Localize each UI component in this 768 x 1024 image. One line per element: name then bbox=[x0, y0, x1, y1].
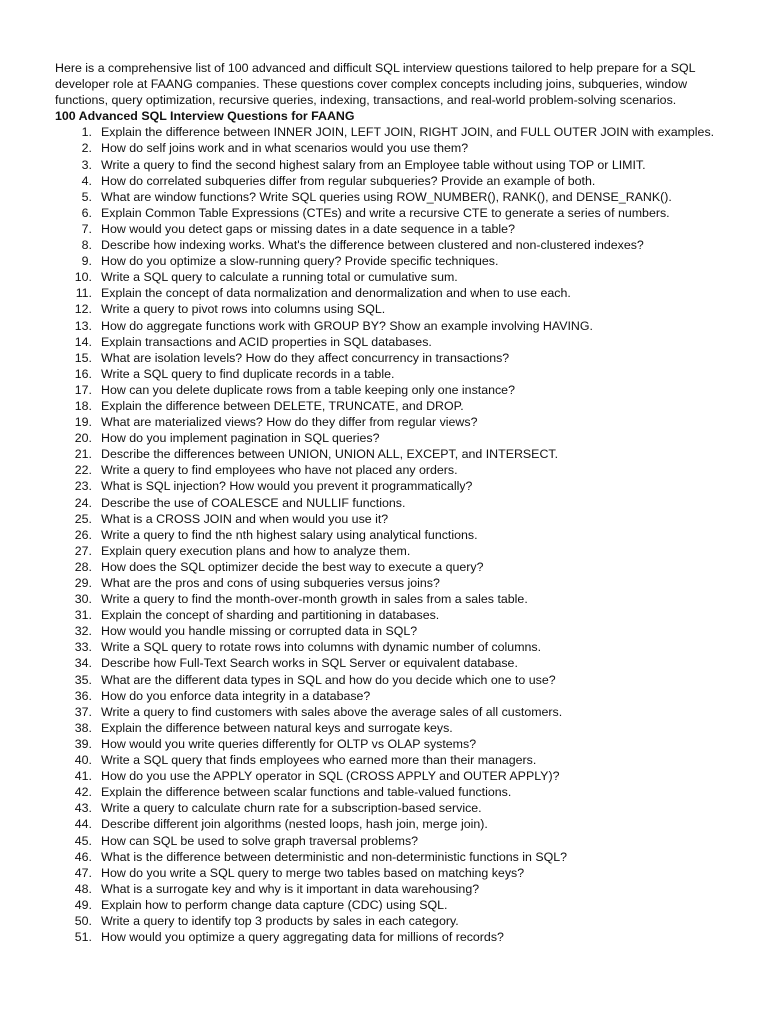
question-item bbox=[55, 382, 715, 398]
question-item bbox=[55, 929, 715, 945]
question-item bbox=[55, 768, 715, 784]
question-text: What is SQL injection? How would you prevent it programmatically? bbox=[101, 479, 473, 494]
question-item bbox=[55, 607, 715, 623]
question-text: What are isolation levels? How do they affect concurrency in transactions? bbox=[101, 350, 510, 365]
question-item bbox=[55, 350, 715, 366]
question-item bbox=[55, 173, 715, 189]
question-number: 12. bbox=[74, 302, 92, 317]
question-number: 27. bbox=[74, 543, 92, 558]
question-text: How do you enforce data integrity in a database? bbox=[101, 688, 371, 703]
question-text: Describe how Full-Text Search works in SQL Server or equivalent database. bbox=[101, 656, 518, 671]
question-item bbox=[55, 237, 715, 253]
question-number: 3. bbox=[81, 157, 92, 172]
question-text: How can you delete duplicate rows from a table keeping only one instance? bbox=[101, 382, 515, 397]
question-text: What is a CROSS JOIN and when would you use it? bbox=[101, 511, 389, 526]
question-item bbox=[55, 800, 715, 816]
question-number: 9. bbox=[81, 254, 92, 269]
question-number: 5. bbox=[81, 189, 92, 204]
question-text: How would you write queries differently for OLTP vs OLAP systems? bbox=[101, 736, 477, 751]
question-item bbox=[55, 865, 715, 881]
question-number: 45. bbox=[74, 833, 92, 848]
question-text: Explain transactions and ACID properties in SQL databases. bbox=[101, 334, 432, 349]
question-number: 34. bbox=[74, 656, 92, 671]
question-item bbox=[55, 672, 715, 688]
question-number: 22. bbox=[74, 463, 92, 478]
question-number: 37. bbox=[74, 704, 92, 719]
question-number: 33. bbox=[74, 640, 92, 655]
question-text: Write a SQL query to find duplicate records in a table. bbox=[101, 366, 395, 381]
question-number: 1. bbox=[81, 125, 92, 140]
question-item bbox=[55, 189, 715, 205]
question-text: What are window functions? Write SQL queries using ROW_NUMBER(), RANK(), and DENSE_RANK(). bbox=[101, 189, 672, 204]
question-text: Describe the differences between UNION, UNION ALL, EXCEPT, and INTERSECT. bbox=[101, 447, 559, 462]
question-text: Write a query to identify top 3 products by sales in each category. bbox=[101, 913, 459, 928]
question-text: How does the SQL optimizer decide the best way to execute a query? bbox=[101, 559, 484, 574]
question-number: 26. bbox=[74, 527, 92, 542]
question-item bbox=[55, 736, 715, 752]
question-text: Explain how to perform change data capture (CDC) using SQL. bbox=[101, 897, 448, 912]
question-text: Write a query to find the month-over-month growth in sales from a sales table. bbox=[101, 592, 528, 607]
question-text: Explain the concept of data normalization and denormalization and when to use each. bbox=[101, 286, 571, 301]
question-item bbox=[55, 527, 715, 543]
question-number: 46. bbox=[74, 849, 92, 864]
question-item bbox=[55, 816, 715, 832]
question-text: Explain the difference between INNER JOIN, LEFT JOIN, RIGHT JOIN, and FULL OUTER JOIN with examples. bbox=[101, 125, 715, 140]
question-item bbox=[55, 398, 715, 414]
question-item bbox=[55, 511, 715, 527]
question-number: 24. bbox=[74, 495, 92, 510]
question-item bbox=[55, 414, 715, 430]
question-number: 28. bbox=[74, 559, 92, 574]
question-number: 18. bbox=[74, 398, 92, 413]
question-text: Write a query to pivot rows into columns using SQL. bbox=[101, 302, 386, 317]
question-text: How do correlated subqueries differ from regular subqueries? Provide an example of both. bbox=[101, 173, 596, 188]
question-item bbox=[55, 478, 715, 494]
question-item bbox=[55, 752, 715, 768]
question-number: 35. bbox=[74, 672, 92, 687]
question-item bbox=[55, 124, 715, 140]
question-item bbox=[55, 334, 715, 350]
question-text: How do you implement pagination in SQL queries? bbox=[101, 431, 380, 446]
question-text: Describe how indexing works. What's the difference between clustered and non-clustered indexes? bbox=[101, 238, 644, 253]
question-text: What are the different data types in SQL and how do you decide which one to use? bbox=[101, 672, 556, 687]
question-item bbox=[55, 623, 715, 639]
question-number: 11. bbox=[75, 286, 92, 301]
question-text: What are materialized views? How do they differ from regular views? bbox=[101, 415, 478, 430]
question-item bbox=[55, 784, 715, 800]
question-text: How would you detect gaps or missing dates in a date sequence in a table? bbox=[101, 221, 515, 236]
question-item bbox=[55, 318, 715, 334]
question-item bbox=[55, 366, 715, 382]
question-number: 38. bbox=[74, 720, 92, 735]
question-text: What is the difference between deterministic and non-deterministic functions in SQL? bbox=[101, 849, 568, 864]
question-number: 47. bbox=[74, 865, 92, 880]
question-text: How would you optimize a query aggregating data for millions of records? bbox=[101, 930, 504, 945]
question-item bbox=[55, 655, 715, 671]
question-number: 20. bbox=[74, 431, 92, 446]
question-number: 14. bbox=[74, 334, 92, 349]
intro-paragraph: Here is a comprehensive list of 100 advanced and difficult SQL interview questions tailored to help prepare for a SQL developer role at FAANG companies. These questions cover complex concepts including joins, subqueries, window functions, query optimization, recursive queries, indexing, transactions, and real-world problem-solving scenarios. bbox=[55, 61, 696, 108]
question-list bbox=[55, 124, 715, 945]
question-text: Write a query to find customers with sales above the average sales of all customers. bbox=[101, 704, 563, 719]
question-number: 19. bbox=[74, 415, 92, 430]
question-text: How do you optimize a slow-running query? Provide specific techniques. bbox=[101, 254, 499, 269]
question-text: Explain the difference between natural keys and surrogate keys. bbox=[101, 720, 453, 735]
question-text: Write a SQL query to rotate rows into columns with dynamic number of columns. bbox=[101, 640, 542, 655]
question-number: 31. bbox=[74, 608, 92, 623]
question-item bbox=[55, 720, 715, 736]
question-number: 36. bbox=[74, 688, 92, 703]
question-text: How can SQL be used to solve graph traversal problems? bbox=[101, 833, 419, 848]
question-item bbox=[55, 897, 715, 913]
question-item bbox=[55, 881, 715, 897]
question-item bbox=[55, 495, 715, 511]
question-number: 40. bbox=[74, 753, 92, 768]
question-text: Write a SQL query to calculate a running total or cumulative sum. bbox=[101, 270, 458, 285]
question-text: What are the pros and cons of using subqueries versus joins? bbox=[101, 576, 440, 590]
question-text: How would you handle missing or corrupted data in SQL? bbox=[101, 624, 418, 639]
question-number: 25. bbox=[74, 511, 92, 526]
question-item bbox=[55, 157, 715, 173]
question-text: What is a surrogate key and why is it important in data warehousing? bbox=[101, 881, 480, 896]
question-item bbox=[55, 430, 715, 446]
question-number: 13. bbox=[74, 318, 92, 333]
question-item bbox=[55, 833, 715, 849]
question-number: 49. bbox=[74, 897, 92, 912]
question-number: 2. bbox=[81, 141, 92, 156]
question-number: 32. bbox=[74, 624, 92, 639]
question-item bbox=[55, 269, 715, 285]
question-item bbox=[55, 543, 715, 559]
question-text: Describe different join algorithms (nested loops, hash join, merge join). bbox=[101, 817, 488, 832]
question-number: 16. bbox=[74, 366, 92, 381]
section-heading: 100 Advanced SQL Interview Questions for FAANG bbox=[55, 109, 355, 124]
question-item bbox=[55, 205, 715, 221]
question-number: 50. bbox=[74, 913, 92, 928]
question-text: Write a query to calculate churn rate for a subscription-based service. bbox=[101, 801, 482, 816]
question-item bbox=[55, 253, 715, 269]
question-item bbox=[55, 849, 715, 865]
question-item bbox=[55, 591, 715, 607]
question-number: 41. bbox=[74, 769, 92, 784]
question-item bbox=[55, 140, 715, 156]
question-item bbox=[55, 575, 715, 591]
question-item bbox=[55, 462, 715, 478]
question-item bbox=[55, 446, 715, 462]
question-text: Explain the difference between DELETE, TRUNCATE, and DROP. bbox=[101, 398, 464, 413]
question-number: 30. bbox=[74, 592, 92, 607]
question-item bbox=[55, 285, 715, 301]
question-number: 23. bbox=[74, 479, 92, 494]
question-text: How do you use the APPLY operator in SQL (CROSS APPLY and OUTER APPLY)? bbox=[101, 769, 560, 784]
question-item bbox=[55, 301, 715, 317]
question-text: Write a query to find the second highest salary from an Employee table without using TOP or LIMIT. bbox=[101, 157, 646, 172]
question-number: 48. bbox=[74, 881, 92, 896]
question-number: 44. bbox=[74, 817, 92, 832]
question-item bbox=[55, 639, 715, 655]
question-item bbox=[55, 913, 715, 929]
question-number: 21. bbox=[74, 447, 92, 462]
question-text: How do self joins work and in what scenarios would you use them? bbox=[101, 141, 469, 156]
question-item bbox=[55, 221, 715, 237]
question-number: 43. bbox=[74, 801, 92, 816]
question-text: Write a query to find the nth highest salary using analytical functions. bbox=[101, 527, 478, 542]
question-number: 42. bbox=[74, 785, 92, 800]
question-number: 8. bbox=[81, 238, 92, 253]
question-number: 15. bbox=[74, 350, 92, 365]
question-number: 17. bbox=[74, 382, 92, 397]
question-number: 6. bbox=[81, 205, 92, 220]
question-number: 29. bbox=[74, 576, 92, 590]
question-item bbox=[55, 688, 715, 704]
question-item bbox=[55, 704, 715, 720]
question-number: 10. bbox=[74, 270, 92, 285]
question-text: How do you write a SQL query to merge two tables based on matching keys? bbox=[101, 865, 525, 880]
question-number: 51. bbox=[74, 930, 92, 945]
question-item bbox=[55, 559, 715, 575]
question-number: 7. bbox=[81, 221, 92, 236]
question-text: Write a query to find employees who have not placed any orders. bbox=[101, 463, 458, 478]
question-text: Explain query execution plans and how to analyze them. bbox=[101, 543, 411, 558]
question-text: Explain the concept of sharding and partitioning in databases. bbox=[101, 608, 440, 623]
question-text: Describe the use of COALESCE and NULLIF functions. bbox=[101, 495, 406, 510]
question-text: How do aggregate functions work with GROUP BY? Show an example involving HAVING. bbox=[101, 318, 593, 333]
question-text: Explain the difference between scalar functions and table-valued functions. bbox=[101, 785, 512, 800]
question-text: Write a SQL query that finds employees who earned more than their managers. bbox=[101, 753, 537, 768]
question-number: 4. bbox=[81, 173, 92, 188]
question-text: Explain Common Table Expressions (CTEs) and write a recursive CTE to generate a series of numbers. bbox=[101, 205, 670, 220]
question-number: 39. bbox=[74, 736, 92, 751]
document-page bbox=[55, 60, 715, 945]
